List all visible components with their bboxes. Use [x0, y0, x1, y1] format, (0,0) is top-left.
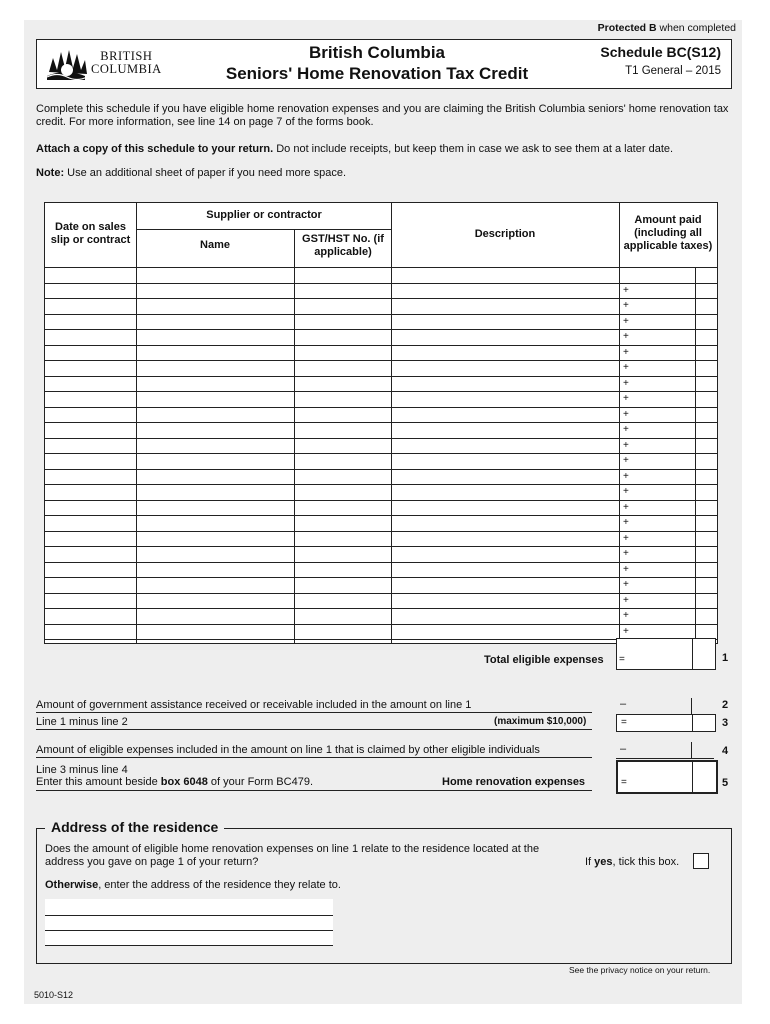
row-plus-sign: +: [623, 532, 629, 544]
row-plus-sign: +: [623, 315, 629, 327]
table-row-line: [45, 577, 717, 578]
total-eligible-expenses-label: Total eligible expenses: [484, 654, 604, 666]
table-row-line: [45, 298, 717, 299]
row-plus-sign: +: [623, 517, 629, 528]
row-plus-sign: +: [623, 284, 629, 296]
home-renovation-expenses-label: Home renovation expenses: [442, 776, 586, 788]
row-plus-sign: +: [623, 563, 629, 575]
protected-b-notice: Protected B when completed: [597, 22, 736, 34]
col-description-header: Description: [474, 228, 536, 240]
table-row-line: [45, 608, 717, 609]
row-plus-sign: +: [623, 393, 629, 404]
col-name-header: Name: [200, 239, 230, 251]
table-row-line: [45, 515, 717, 516]
table-row-line: [45, 562, 717, 563]
row-plus-sign: +: [623, 439, 629, 451]
note-text: Note: Use an additional sheet of paper if you need more space.: [36, 167, 347, 179]
form-title-line2: Seniors' Home Renovation Tax Credit: [225, 64, 529, 83]
line2-amount-field[interactable]: –: [616, 698, 714, 715]
same-address-checkbox[interactable]: [693, 853, 709, 869]
table-row-line: [45, 438, 717, 439]
row-plus-sign: +: [623, 625, 629, 637]
col-supplier-header: Supplier or contractor: [206, 209, 322, 221]
residence-address-input[interactable]: [45, 899, 333, 945]
row-plus-sign: +: [623, 346, 629, 358]
schedule-id: Schedule BC(S12): [600, 44, 721, 60]
line5-amount-field[interactable]: =: [616, 760, 718, 794]
address-question: Does the amount of eligible home renovation expenses on line 1 relate to the residence located at the address you gave on page 1 of your return?: [45, 843, 540, 868]
line4-number: 4: [722, 745, 729, 757]
row-plus-sign: +: [623, 501, 629, 513]
form-code: 5010-S12: [34, 990, 74, 1000]
table-row-line: [45, 360, 717, 361]
line3-amount-field[interactable]: =: [616, 714, 716, 732]
table-row-line: [45, 329, 717, 330]
col-gst-header: GST/HST No. (if applicable): [302, 233, 384, 258]
table-row-line: [45, 407, 717, 408]
expenses-table: [44, 202, 718, 644]
line3-label: Line 1 minus line 2: [36, 716, 128, 728]
row-plus-sign: +: [623, 548, 629, 559]
row-plus-sign: +: [623, 579, 629, 590]
address-section-title: Address of the residence: [45, 819, 224, 835]
row-plus-sign: +: [623, 610, 629, 621]
row-plus-sign: +: [623, 424, 629, 435]
table-row-line: [45, 314, 717, 315]
table-row-line: [45, 391, 717, 392]
col-amount-header: Amount paid (including all applicable taxes): [623, 214, 713, 252]
table-row-line: [45, 469, 717, 470]
row-plus-sign: +: [623, 377, 629, 389]
line2-label: Amount of government assistance received or receivable included in the amount on line 1: [36, 699, 472, 711]
line3-number: 3: [722, 717, 729, 729]
line2-number: 2: [722, 699, 729, 711]
if-yes-label: If yes, tick this box.: [585, 856, 680, 868]
address-section: [36, 819, 732, 964]
table-row-line: [45, 500, 717, 501]
row-plus-sign: +: [623, 331, 629, 342]
form-title-line1: British Columbia: [308, 43, 445, 62]
table-row-line: [45, 531, 717, 532]
table-row-line: [45, 484, 717, 485]
table-row-line: [45, 593, 717, 594]
table-row-line: [45, 345, 717, 346]
attach-instruction: Attach a copy of this schedule to your return. Do not include receipts, but keep them in case we ask to see them at a later date.: [36, 143, 674, 155]
line5-number: 5: [722, 777, 729, 789]
col-date-header: Date on sales slip or contract: [50, 221, 131, 246]
bc-logo-text: BRITISH COLUMBIA: [91, 49, 162, 76]
table-row-line: [45, 283, 717, 284]
table-row-line: [45, 546, 717, 547]
line4-amount-field[interactable]: –: [616, 742, 714, 759]
row-plus-sign: +: [623, 408, 629, 420]
line5-label: Line 3 minus line 4 Enter this amount beside box 6048 of your Form BC479.: [36, 764, 313, 788]
table-row-line: [45, 453, 717, 454]
table-row-line: [45, 376, 717, 377]
otherwise-instruction: Otherwise, enter the address of the residence they relate to.: [45, 879, 341, 891]
form-page: [24, 20, 742, 1004]
row-plus-sign: +: [623, 486, 629, 497]
row-plus-sign: +: [623, 300, 629, 311]
row-plus-sign: +: [623, 594, 629, 606]
form-header: [36, 39, 732, 89]
row-plus-sign: +: [623, 455, 629, 466]
line3-maximum: (maximum $10,000): [494, 716, 587, 727]
t1-general-year: T1 General – 2015: [625, 65, 721, 77]
line1-number: 1: [722, 652, 729, 664]
table-row-line: [45, 422, 717, 423]
intro-text: Complete this schedule if you have eligible home renovation expenses and you are claiming the British Columbia seniors' home renovation tax credit. For more information, see line 14 on page 7 of the forms book.: [36, 103, 729, 128]
line4-label: Amount of eligible expenses included in the amount on line 1 that is claimed by other eligible individuals: [36, 744, 540, 756]
row-plus-sign: +: [623, 470, 629, 482]
line1-amount-field[interactable]: =: [616, 638, 716, 670]
privacy-notice: See the privacy notice on your return.: [569, 965, 711, 975]
table-row-line: [45, 624, 717, 625]
row-plus-sign: +: [623, 362, 629, 373]
